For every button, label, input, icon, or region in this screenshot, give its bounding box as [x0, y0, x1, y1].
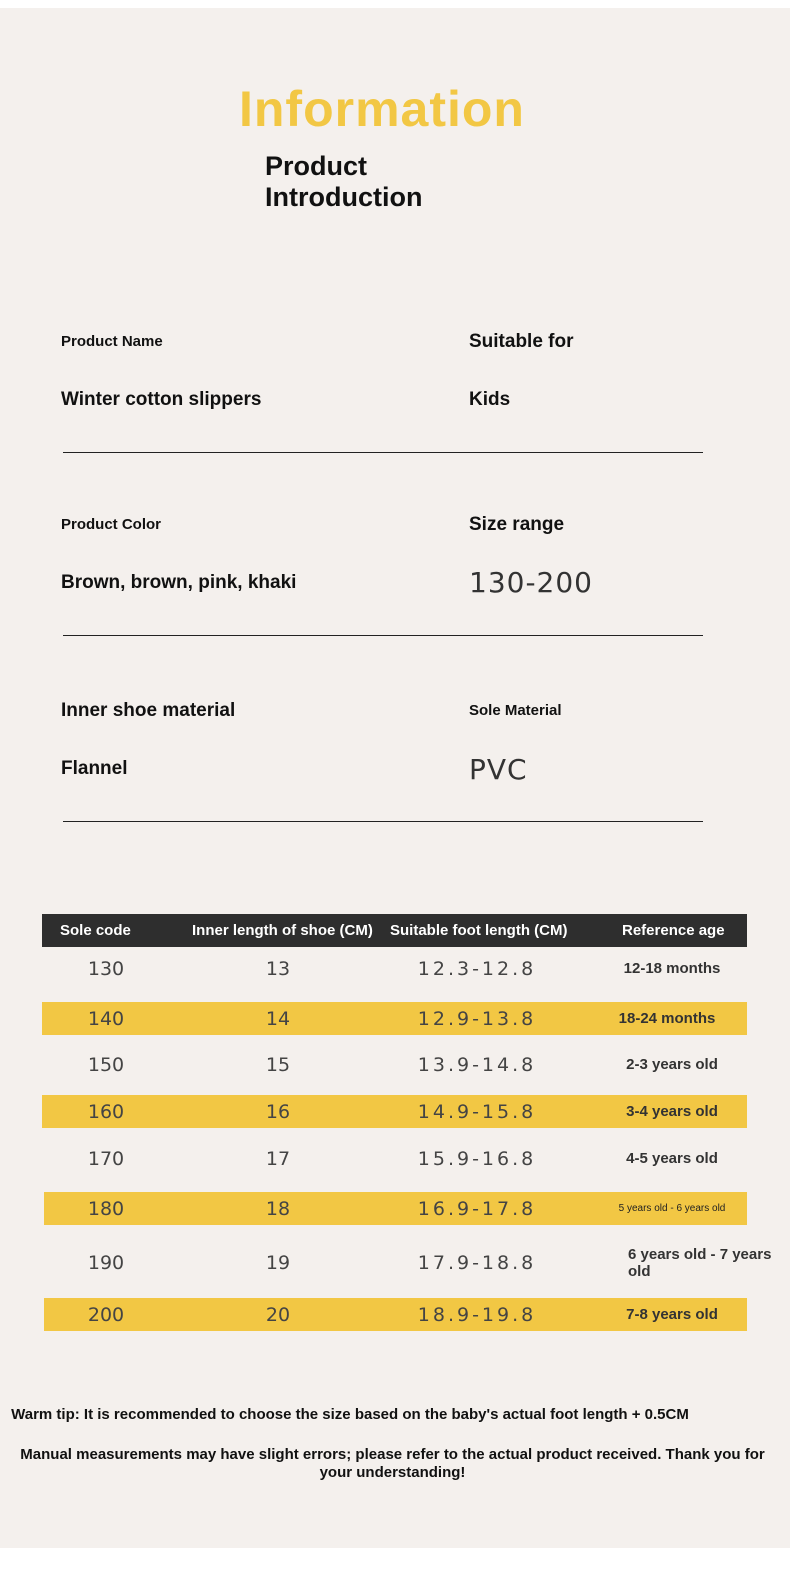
- sole-code-cell: 150: [87, 1053, 125, 1076]
- reference-age-cell: 18-24 months: [618, 1010, 716, 1027]
- disclaimer: Manual measurements may have slight errors; please refer to the actual product received. Thank you for your understanding!: [20, 1446, 765, 1481]
- foot-length-cell: 14.9-15.8: [417, 1100, 537, 1123]
- header-reference-age: Reference age: [622, 922, 725, 939]
- foot-length-cell: 12.3-12.8: [417, 957, 537, 980]
- header-sole-code: Sole code: [60, 922, 131, 939]
- sole-code-cell: 160: [87, 1100, 125, 1123]
- table-row: [44, 1298, 747, 1331]
- header-foot-length: Suitable foot length (CM): [390, 922, 568, 939]
- sole-code-cell: 180: [87, 1197, 125, 1220]
- table-row: [42, 1238, 772, 1288]
- product-color-label: Product Color: [61, 516, 161, 533]
- page-background: [0, 8, 790, 1548]
- table-row: [42, 1095, 747, 1128]
- table-row: [44, 1192, 747, 1225]
- table-row: [42, 1142, 747, 1175]
- table-row: [42, 952, 747, 985]
- size-range-label: Size range: [469, 514, 565, 535]
- header-inner-length: Inner length of shoe (CM): [192, 922, 373, 939]
- inner-length-cell: 20: [265, 1303, 291, 1326]
- sole-material-value: PVC: [469, 753, 528, 786]
- page-title: Information: [239, 81, 525, 137]
- sole-code-cell: 190: [87, 1252, 125, 1274]
- sole-material-label: Sole Material: [469, 702, 562, 719]
- reference-age-cell: 12-18 months: [623, 960, 721, 977]
- inner-length-cell: 14: [265, 1007, 291, 1030]
- table-row: [42, 1002, 747, 1035]
- inner-length-cell: 17: [265, 1147, 291, 1170]
- divider: [63, 821, 703, 822]
- product-name-label: Product Name: [61, 333, 163, 350]
- inner-material-label: Inner shoe material: [61, 700, 236, 721]
- foot-length-cell: 15.9-16.8: [417, 1147, 537, 1170]
- reference-age-cell: 7-8 years old: [626, 1306, 718, 1323]
- foot-length-cell: 18.9-19.8: [417, 1303, 537, 1326]
- reference-age-cell: 3-4 years old: [626, 1103, 718, 1120]
- reference-age-cell: 2-3 years old: [626, 1056, 718, 1073]
- inner-length-cell: 13: [265, 957, 291, 980]
- suitable-for-value: Kids: [469, 389, 511, 410]
- reference-age-cell: 5 years old - 6 years old: [618, 1203, 726, 1214]
- size-table-header: [42, 914, 747, 947]
- inner-length-cell: 15: [265, 1053, 291, 1076]
- sole-code-cell: 170: [87, 1147, 125, 1170]
- inner-material-value: Flannel: [61, 758, 128, 779]
- sole-code-cell: 200: [87, 1303, 125, 1326]
- foot-length-cell: 17.9-18.8: [417, 1252, 537, 1274]
- foot-length-cell: 16.9-17.8: [417, 1197, 537, 1220]
- inner-length-cell: 18: [265, 1197, 291, 1220]
- warm-tip: Warm tip: It is recommended to choose the size based on the baby's actual foot length + 0.5CM: [11, 1406, 689, 1423]
- page-subtitle: Product Introduction: [265, 151, 423, 212]
- suitable-for-label: Suitable for: [469, 331, 574, 352]
- table-row: [42, 1048, 747, 1081]
- foot-length-cell: 12.9-13.8: [417, 1007, 537, 1030]
- sole-code-cell: 140: [87, 1007, 125, 1030]
- product-name-value: Winter cotton slippers: [61, 389, 262, 410]
- reference-age-cell: 6 years old - 7 years old: [628, 1246, 772, 1280]
- divider: [63, 452, 703, 453]
- size-range-value: 130-200: [469, 566, 593, 599]
- product-color-value: Brown, brown, pink, khaki: [61, 572, 297, 593]
- foot-length-cell: 13.9-14.8: [417, 1053, 537, 1076]
- reference-age-cell: 4-5 years old: [626, 1150, 718, 1167]
- divider: [63, 635, 703, 636]
- sole-code-cell: 130: [87, 957, 125, 980]
- inner-length-cell: 19: [265, 1252, 291, 1274]
- inner-length-cell: 16: [265, 1100, 291, 1123]
